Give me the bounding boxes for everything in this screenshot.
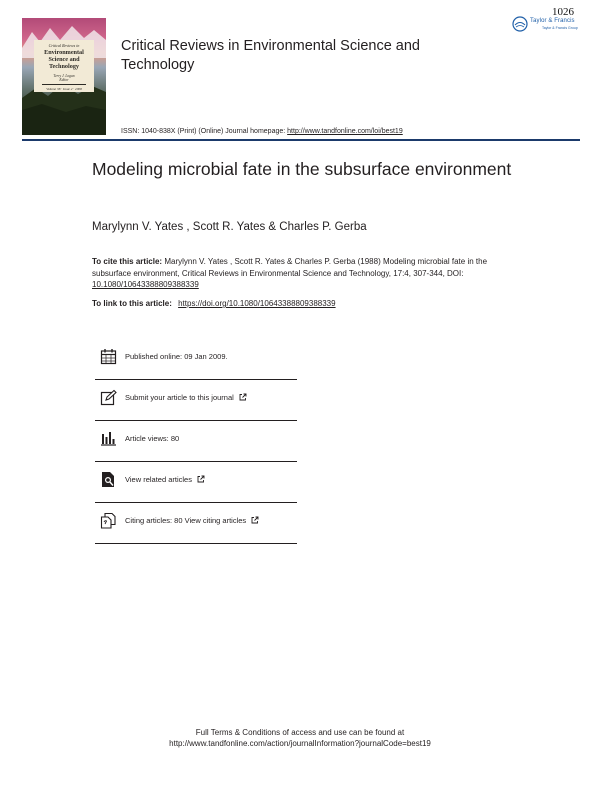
info-row-citing[interactable] xyxy=(95,503,297,544)
cover-volume: Volume 38 · Issue 2 · 2008 xyxy=(46,86,82,91)
cover-editor-role: Editor xyxy=(59,78,69,82)
issn-text: ISSN: 1040-838X (Print) (Online) Journal homepage: xyxy=(121,128,286,135)
page-number: 1026 xyxy=(552,6,574,18)
external-link-icon xyxy=(197,475,205,483)
article-views-text: Article views: 80 xyxy=(125,434,180,443)
publisher-logo[interactable] xyxy=(512,16,586,38)
info-row-submit[interactable] xyxy=(95,380,297,421)
info-row-views xyxy=(95,421,297,462)
cover-title-panel xyxy=(34,40,94,92)
related-articles-link[interactable] xyxy=(125,475,205,484)
footer xyxy=(100,727,500,749)
submit-article-label: Submit your article to this journal xyxy=(125,393,234,402)
article-doi-link[interactable]: https://doi.org/10.1080/10643388809388339 xyxy=(178,299,336,308)
article-authors[interactable]: Marylynn V. Yates , Scott R. Yates & Charles P. Gerba xyxy=(92,221,367,233)
header-divider xyxy=(22,139,580,141)
article-link-line xyxy=(92,299,336,308)
submit-article-link[interactable] xyxy=(125,393,247,402)
citing-articles-link[interactable] xyxy=(125,516,259,525)
article-info-box xyxy=(95,339,297,544)
citation-doi-link[interactable]: 10.1080/10643388809388339 xyxy=(92,280,199,289)
journal-title[interactable]: Critical Reviews in Environmental Science and Technology xyxy=(121,38,420,73)
publisher-name: Taylor & Francis xyxy=(530,18,575,24)
cover-title-line: Technology xyxy=(48,63,80,70)
cover-title-line: Science and xyxy=(48,56,80,63)
external-link-icon xyxy=(251,516,259,524)
external-link-icon xyxy=(239,393,247,401)
search-document-icon xyxy=(100,471,117,488)
journal-homepage-link[interactable]: http://www.tandfonline.com/loi/best19 xyxy=(287,128,403,135)
calendar-icon xyxy=(100,348,117,365)
cover-title-line: Environmental xyxy=(44,49,84,56)
footer-terms-text: Full Terms & Conditions of access and use can be found at xyxy=(195,728,405,737)
related-articles-label: View related articles xyxy=(125,475,192,484)
edit-icon xyxy=(100,389,117,406)
journal-cover-image xyxy=(22,18,106,135)
cover-kicker: Critical Reviews in xyxy=(48,43,80,48)
cover-editor: Terry J. Logan xyxy=(53,74,75,78)
published-online-text: Published online: 09 Jan 2009. xyxy=(125,352,228,361)
citing-articles-label: Citing articles: 80 View citing articles xyxy=(125,516,247,525)
citation-text: Marylynn V. Yates , Scott R. Yates & Charles P. Gerba (1988) Modeling microbial fate in the subsurface environment, Critical Reviews in Environmental Science and Technology, 17:4, 307-344, DOI: xyxy=(92,257,488,278)
info-row-related[interactable] xyxy=(95,462,297,503)
publisher-tagline: Taylor & Francis Group xyxy=(542,26,578,30)
info-row-published xyxy=(95,339,297,380)
publisher-logo-icon xyxy=(512,16,528,32)
citing-articles-icon xyxy=(100,512,117,529)
cover-divider xyxy=(42,84,86,85)
cover-title xyxy=(34,49,94,70)
citation-block xyxy=(92,256,492,291)
link-label: To link to this article: xyxy=(92,299,172,308)
article-title: Modeling microbial fate in the subsurface environment xyxy=(92,159,512,179)
citation-label: To cite this article: xyxy=(92,257,163,266)
bar-chart-icon xyxy=(100,430,117,447)
footer-terms-link[interactable]: http://www.tandfonline.com/action/journalInformation?journalCode=best19 xyxy=(169,739,431,748)
issn-line xyxy=(121,128,403,135)
